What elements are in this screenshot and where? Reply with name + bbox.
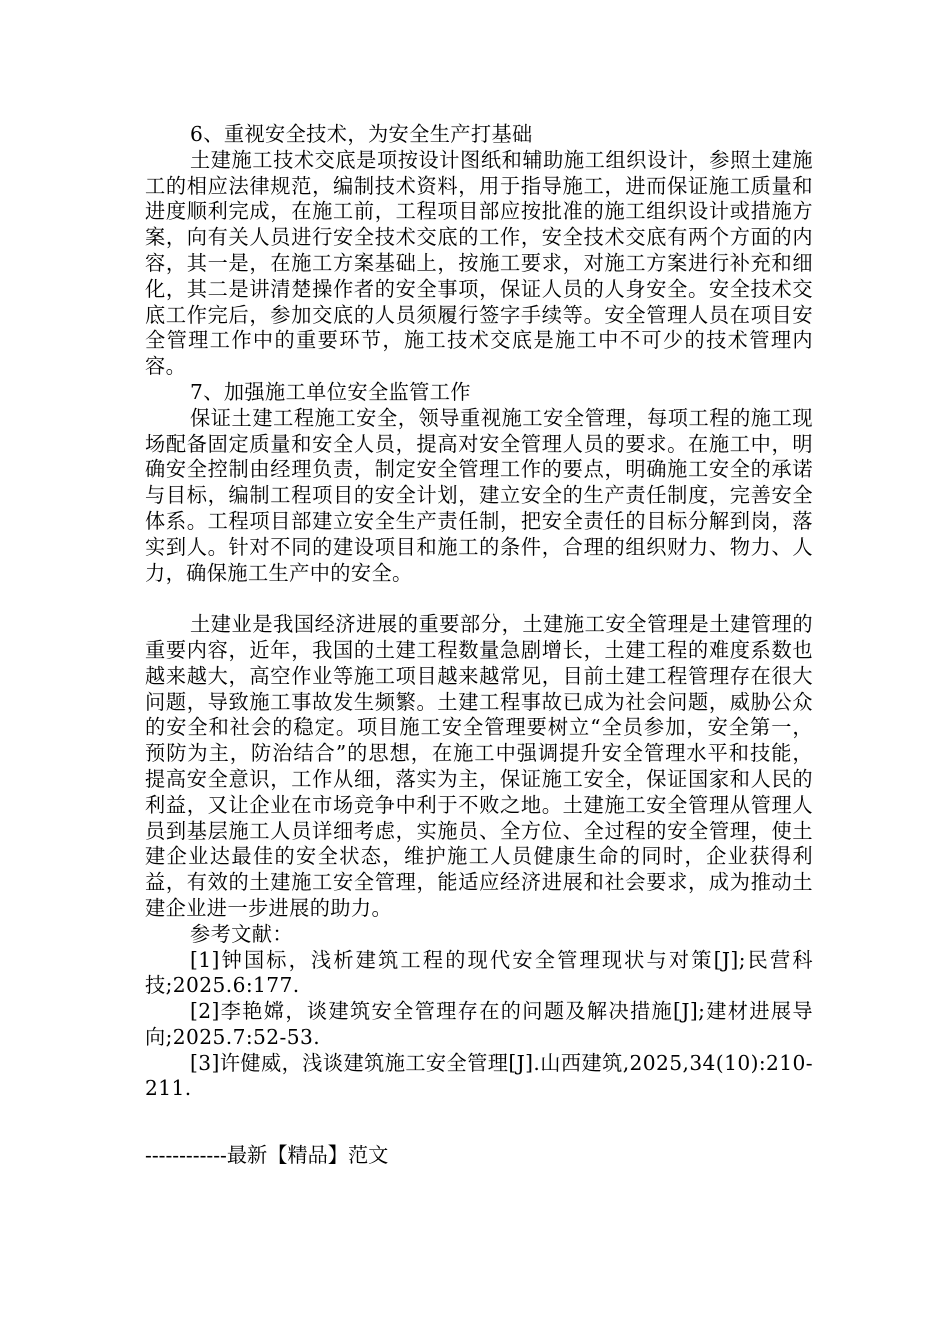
reference-item-1: [1]钟国标，浅析建筑工程的现代安全管理现状与对策[J];民营科技;2025.6:177. [145, 947, 813, 998]
section-6-paragraph: 土建施工技术交底是项按设计图纸和辅助施工组织设计，参照土建施工的相应法律规范，编制技术资料，用于指导施工，进而保证施工质量和进度顺利完成，在施工前，工程项目部应按批准的施工组织设计或措施方案，向有关人员进行安全技术交底的工作，安全技术交底有两个方面的内容，其一是，在施工方案基础上，按施工要求，对施工方案进行补充和细化，其二是讲清楚操作者的安全事项，保证人员的人身安全。安全技术交底工作完后，参加交底的人员须履行签字手续等。安全管理人员在项目安全管理工作中的重要环节，施工技术交底是施工中不可少的技术管理内容。 [145, 147, 813, 379]
footer-text: ------------最新【精品】范文 [145, 1143, 389, 1167]
section-7-paragraph: 保证土建工程施工安全，领导重视施工安全管理，每项工程的施工现场配备固定质量和安全人员，提高对安全管理人员的要求。在施工中，明确安全控制由经理负责，制定安全管理工作的要点，明确施工安全的承诺与目标，编制工程项目的安全计划，建立安全的生产责任制度，完善安全体系。工程项目部建立安全生产责任制，把安全责任的目标分解到岗，落实到人。针对不同的建设项目和施工的条件，合理的组织财力、物力、人力，确保施工生产中的安全。 [145, 405, 813, 585]
conclusion-paragraph: 土建业是我国经济进展的重要部分，土建施工安全管理是土建管理的重要内容，近年，我国的土建工程数量急剧增长，土建工程的难度系数也越来越大，高空作业等施工项目越来越常见，目前土建工程管理存在很大问题，导致施工事故发生频繁。土建工程事故已成为社会问题，威胁公众的安全和社会的稳定。项目施工安全管理要树立“全员参加，安全第一，预防为主，防治结合”的思想，在施工中强调提升安全管理水平和技能，提高安全意识，工作从细，落实为主，保证施工安全，保证国家和人民的利益，又让企业在市场竞争中利于不败之地。土建施工安全管理从管理人员到基层施工人员详细考虑，实施员、全方位、全过程的安全管理，使土建企业达最佳的安全状态，维护施工人员健康生命的同时，企业获得利益，有效的土建施工安全管理，能适应经济进展和社会要求，成为推动土建企业进一步进展的助力。 [145, 612, 813, 920]
reference-item-2: [2]李艳嫦，谈建筑安全管理存在的问题及解决措施[J];建材进展导向;2025.7:52-53. [145, 999, 813, 1049]
reference-item-3: [3]许健威，浅谈建筑施工安全管理[J].山西建筑,2025,34(10):210-211. [145, 1050, 813, 1101]
document-body [145, 122, 813, 1102]
paragraph-spacer [145, 586, 813, 612]
section-6-heading: 6、重视安全技术，为安全生产打基础 [190, 122, 533, 146]
references-heading: 参考文献： [190, 921, 293, 946]
section-7-heading: 7、加强施工单位安全监管工作 [190, 379, 471, 404]
